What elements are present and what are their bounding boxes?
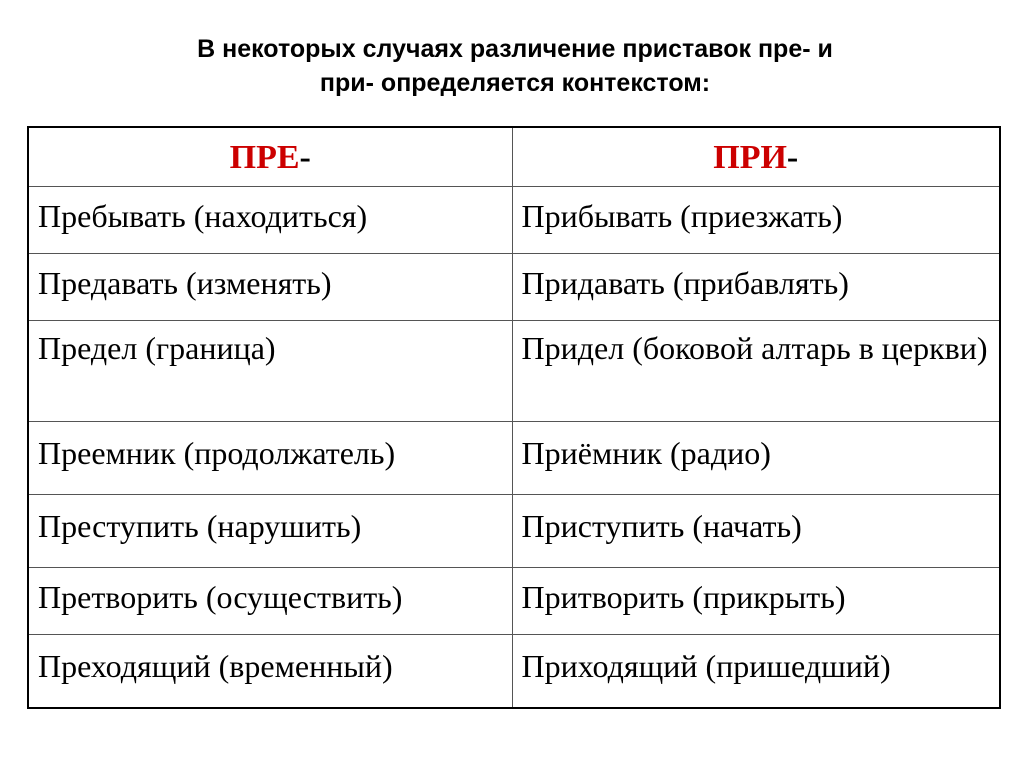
prefix-comparison-table xyxy=(27,126,1001,709)
header-pre-dash: - xyxy=(299,138,311,176)
title-line-1: В некоторых случаях различение приставок пре- и xyxy=(197,35,833,63)
table-row xyxy=(28,568,1000,635)
cell-pre: Пребывать (находиться) xyxy=(28,187,512,254)
table-row xyxy=(28,635,1000,709)
cell-pri: Приёмник (радио) xyxy=(512,422,1000,495)
cell-pre: Преемник (продолжатель) xyxy=(28,422,512,495)
cell-pri: Прибывать (приезжать) xyxy=(512,187,1000,254)
header-pri-prefix: ПРИ xyxy=(713,138,787,176)
title-line-2: при- определяется контекстом: xyxy=(319,69,711,97)
cell-pri: Притворить (прикрыть) xyxy=(512,568,1000,635)
header-pre xyxy=(28,127,512,187)
cell-pre: Преходящий (временный) xyxy=(28,635,512,709)
header-pri xyxy=(512,127,1000,187)
cell-pre: Претворить (осуществить) xyxy=(28,568,512,635)
header-pre-prefix: ПРЕ xyxy=(229,138,300,176)
table-row xyxy=(28,321,1000,422)
cell-pri: Приступить (начать) xyxy=(512,495,1000,568)
cell-pri: Придел (боковой алтарь в церкви) xyxy=(512,321,1000,422)
table-row xyxy=(28,254,1000,321)
table-row xyxy=(28,187,1000,254)
cell-pre: Преступить (нарушить) xyxy=(28,495,512,568)
cell-pri: Приходящий (пришедший) xyxy=(512,635,1000,709)
cell-pre: Предавать (изменять) xyxy=(28,254,512,321)
cell-pri: Придавать (прибавлять) xyxy=(512,254,1000,321)
table-header-row xyxy=(28,127,1000,187)
cell-pre: Предел (граница) xyxy=(28,321,512,422)
slide-title xyxy=(90,32,940,100)
header-pri-dash: - xyxy=(786,138,799,176)
table-row xyxy=(28,495,1000,568)
table-row xyxy=(28,422,1000,495)
